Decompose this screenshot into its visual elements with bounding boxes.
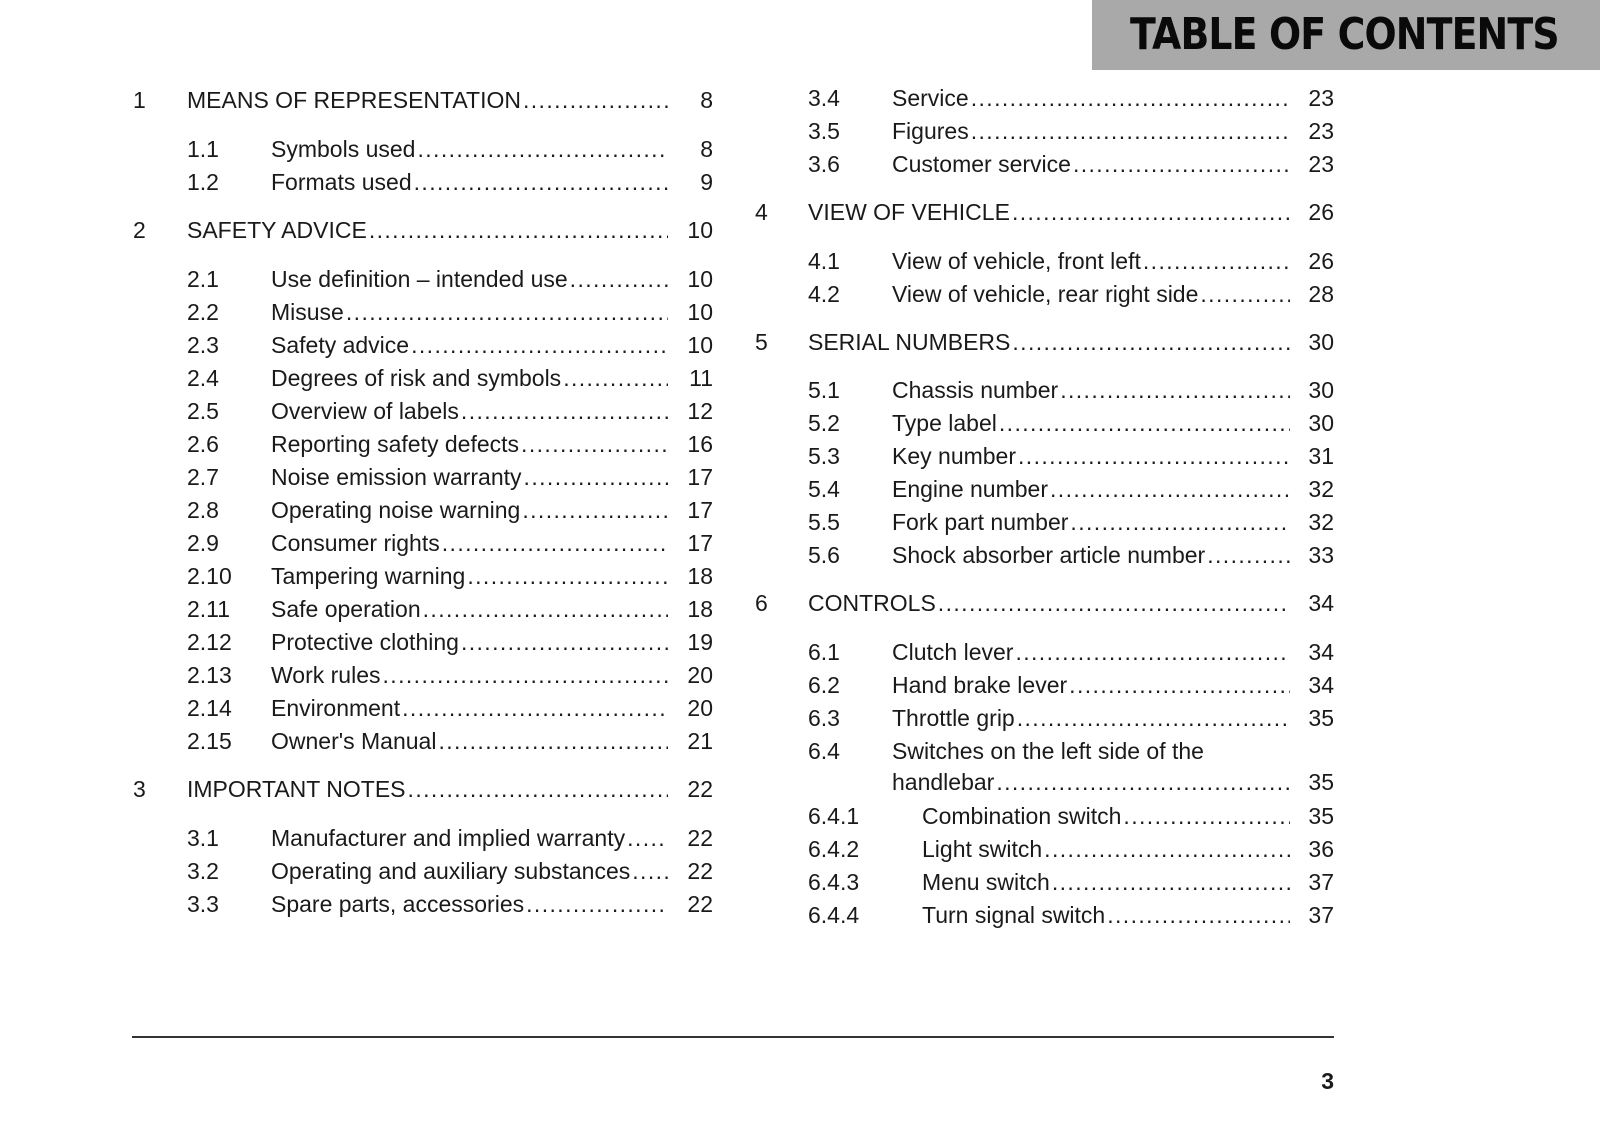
toc-page-number: 30 — [1308, 410, 1334, 436]
toc-entry-number: 2.2 — [187, 299, 219, 325]
toc-entry-title: Type label — [892, 410, 997, 436]
dot-leader — [570, 265, 668, 293]
toc-entry-title: Environment — [271, 695, 401, 721]
toc-page-number: 11 — [689, 365, 713, 391]
toc-chapter-entry[interactable] — [132, 86, 712, 116]
dot-leader — [414, 168, 668, 196]
toc-section-entry[interactable] — [752, 247, 1338, 277]
toc-page-number: 10 — [687, 299, 713, 325]
toc-chapter-entry[interactable] — [752, 198, 1338, 228]
toc-section-entry[interactable] — [132, 857, 712, 887]
toc-entry-title: Turn signal switch — [922, 902, 1106, 928]
toc-entry-title: Light switch — [922, 836, 1043, 862]
toc-section-entry[interactable] — [132, 890, 712, 920]
toc-section-entry[interactable] — [132, 727, 712, 757]
toc-entry-number: 2.7 — [187, 464, 219, 490]
toc-page-number: 37 — [1308, 902, 1334, 928]
toc-entry-title: Noise emission warranty — [271, 464, 522, 490]
toc-entry-title: Shock absorber article number — [892, 542, 1206, 568]
toc-page-number: 31 — [1308, 443, 1334, 469]
dot-leader — [971, 117, 1290, 145]
toc-page-number: 17 — [687, 530, 713, 556]
toc-entry-title: Reporting safety defects — [271, 431, 520, 457]
toc-entry-number: 6 — [755, 590, 768, 616]
toc-page-number: 22 — [687, 776, 713, 802]
toc-entry-title: Safety advice — [271, 332, 410, 358]
toc-section-entry[interactable] — [752, 638, 1338, 668]
dot-leader — [627, 824, 668, 852]
dot-leader — [1050, 475, 1290, 503]
toc-entry-title: Engine number — [892, 476, 1048, 502]
toc-entry-title: MEANS OF REPRESENTATION — [187, 87, 521, 113]
toc-entry-number: 1 — [133, 87, 146, 113]
toc-entry-title: Clutch lever — [892, 639, 1014, 665]
dot-leader — [408, 775, 668, 803]
toc-entry-number: 2.11 — [187, 596, 231, 622]
toc-page-number: 32 — [1308, 476, 1334, 502]
toc-chapter-entry[interactable] — [132, 775, 712, 805]
toc-section-entry[interactable] — [132, 496, 712, 526]
toc-page-number: 35 — [1308, 803, 1334, 829]
toc-entry-number: 4.1 — [808, 248, 840, 274]
toc-page-number: 9 — [700, 169, 713, 195]
toc-page-number: 32 — [1308, 509, 1334, 535]
toc-entry-title: Operating noise warning — [271, 497, 521, 523]
toc-page-number: 16 — [687, 431, 713, 457]
toc-section-entry[interactable] — [132, 331, 712, 361]
toc-page-number: 17 — [687, 497, 713, 523]
page-number: 3 — [1321, 1068, 1334, 1094]
toc-section-entry[interactable] — [752, 442, 1338, 472]
dot-leader — [369, 216, 668, 244]
toc-entry-number: 2.3 — [187, 332, 219, 358]
dot-leader — [999, 409, 1290, 437]
toc-section-entry[interactable] — [132, 265, 712, 295]
toc-entry-title: SERIAL NUMBERS — [808, 329, 1011, 355]
dot-leader — [442, 529, 668, 557]
toc-entry-number: 2 — [133, 217, 146, 243]
toc-section-entry[interactable] — [132, 463, 712, 493]
toc-entry-number: 3.4 — [808, 85, 840, 111]
toc-section-entry[interactable] — [132, 628, 712, 658]
toc-entry-title: View of vehicle, rear right side — [892, 281, 1199, 307]
dot-leader — [411, 331, 668, 359]
toc-entry-title: Manufacturer and implied warranty — [271, 825, 626, 851]
toc-section-entry[interactable] — [752, 117, 1338, 147]
toc-entry-title: Work rules — [271, 662, 381, 688]
dot-leader — [1073, 150, 1290, 178]
toc-entry-number: 6.4.3 — [808, 869, 860, 895]
toc-section-entry[interactable] — [752, 868, 1338, 898]
toc-section-entry[interactable] — [752, 541, 1338, 571]
toc-entry-title: Operating and auxiliary substances — [271, 858, 631, 884]
toc-entry-number: 6.2 — [808, 672, 840, 698]
dot-leader — [467, 562, 668, 590]
toc-entry-number: 5.1 — [808, 377, 840, 403]
toc-entry-number: 4 — [755, 199, 768, 225]
toc-entry-number: 5.5 — [808, 509, 840, 535]
toc-section-entry[interactable] — [752, 704, 1338, 734]
dot-leader — [632, 857, 668, 885]
dot-leader — [996, 768, 1290, 796]
toc-page-number: 10 — [687, 266, 713, 292]
toc-entry-title: Owner's Manual — [271, 728, 437, 754]
toc-entry-number: 2.13 — [187, 662, 232, 688]
toc-entry-number: 2.1 — [187, 266, 219, 292]
toc-page-number: 28 — [1308, 281, 1334, 307]
dot-leader — [1069, 671, 1290, 699]
toc-section-entry[interactable] — [752, 508, 1338, 538]
dot-leader — [1207, 541, 1290, 569]
toc-page-number: 33 — [1308, 542, 1334, 568]
toc-entry-title: Misuse — [271, 299, 344, 325]
toc-entry-title: Consumer rights — [271, 530, 440, 556]
toc-entry-number: 2.8 — [187, 497, 219, 523]
toc-entry-number: 3 — [133, 776, 146, 802]
toc-entry-title: Symbols used — [271, 136, 416, 162]
toc-entry-number: 6.3 — [808, 705, 840, 731]
toc-page-number: 30 — [1308, 377, 1334, 403]
toc-entry-number: 2.14 — [187, 695, 232, 721]
toc-entry-title: Hand brake lever — [892, 672, 1068, 698]
toc-entry-title: Tampering warning — [271, 563, 466, 589]
toc-entry-title: SAFETY ADVICE — [187, 217, 367, 243]
toc-entry-title: Overview of labels — [271, 398, 459, 424]
dot-leader — [522, 496, 668, 524]
toc-page-number: 22 — [687, 858, 713, 884]
toc-entry-number: 5.6 — [808, 542, 840, 568]
toc-section-entry[interactable] — [132, 529, 712, 559]
toc-section-entry[interactable] — [752, 671, 1338, 701]
toc-entry-number: 2.15 — [187, 728, 232, 754]
toc-section-entry[interactable] — [752, 280, 1338, 310]
toc-page-number: 18 — [687, 596, 713, 622]
toc-page-number: 21 — [687, 728, 713, 754]
toc-entry-title: Fork part number — [892, 509, 1069, 535]
dot-leader — [1017, 704, 1290, 732]
toc-section-entry[interactable] — [752, 150, 1338, 180]
dot-leader — [1044, 835, 1290, 863]
toc-section-entry[interactable] — [132, 824, 712, 854]
toc-entry-number: 6.4 — [808, 738, 840, 764]
toc-section-entry[interactable] — [132, 430, 712, 460]
dot-leader — [461, 397, 668, 425]
toc-page-number: 23 — [1308, 85, 1334, 111]
toc-entry-number: 6.4.4 — [808, 902, 860, 928]
toc-section-entry[interactable] — [132, 562, 712, 592]
toc-page-number: 10 — [687, 217, 713, 243]
toc-page-number: 35 — [1308, 769, 1334, 795]
toc-entry-title: VIEW OF VEHICLE — [808, 199, 1010, 225]
dot-leader — [1200, 280, 1290, 308]
toc-page-number: 26 — [1308, 199, 1334, 225]
dot-leader — [526, 890, 668, 918]
dot-leader — [523, 86, 668, 114]
dot-leader — [402, 694, 668, 722]
toc-page-number: 18 — [687, 563, 713, 589]
toc-page-number: 8 — [700, 87, 713, 113]
dot-leader — [1052, 868, 1290, 896]
toc-section-entry[interactable] — [132, 661, 712, 691]
toc-entry-title: Customer service — [892, 151, 1071, 177]
dot-leader — [1015, 638, 1290, 666]
toc-entry-number: 1.1 — [187, 136, 219, 162]
dot-leader — [1143, 247, 1290, 275]
toc-page-number: 20 — [687, 695, 713, 721]
toc-entry-title: handlebar — [892, 769, 995, 795]
toc-section-entry[interactable] — [132, 364, 712, 394]
toc-entry-number: 2.9 — [187, 530, 219, 556]
toc-entry-number: 1.2 — [187, 169, 219, 195]
toc-entry-number: 3.1 — [187, 825, 219, 851]
toc-entry-title: Degrees of risk and symbols — [271, 365, 562, 391]
toc-section-entry[interactable] — [752, 901, 1338, 931]
toc-page-number: 19 — [687, 629, 713, 655]
toc-section-entry[interactable] — [752, 835, 1338, 865]
toc-page-number: 22 — [687, 825, 713, 851]
toc-page-number: 37 — [1308, 869, 1334, 895]
toc-entry-number: 5.4 — [808, 476, 840, 502]
toc-section-entry[interactable] — [132, 135, 712, 165]
toc-entry-title: Protective clothing — [271, 629, 459, 655]
toc-entry-title: Use definition – intended use — [271, 266, 568, 292]
toc-page-number: 34 — [1308, 590, 1334, 616]
dot-leader — [938, 589, 1290, 617]
toc-page-number: 34 — [1308, 639, 1334, 665]
toc-page-number: 8 — [700, 136, 713, 162]
dot-leader — [417, 135, 668, 163]
toc-page-number: 17 — [687, 464, 713, 490]
toc-entry-number: 5 — [755, 329, 768, 355]
toc-entry-number: 5.2 — [808, 410, 840, 436]
toc-section-entry[interactable] — [752, 802, 1338, 832]
toc-entry-title: Formats used — [271, 169, 412, 195]
dot-leader — [1012, 328, 1290, 356]
toc-entry-number: 6.4.1 — [808, 803, 860, 829]
toc-section-entry[interactable] — [752, 768, 1338, 798]
toc-entry-title: Safe operation — [271, 596, 421, 622]
toc-entry-number: 2.12 — [187, 629, 232, 655]
toc-page-number: 20 — [687, 662, 713, 688]
dot-leader — [423, 595, 668, 623]
toc-entry-title: Service — [892, 85, 969, 111]
toc-section-entry[interactable] — [132, 168, 712, 198]
toc-entry-title: Spare parts, accessories — [271, 891, 525, 917]
toc-section-entry[interactable] — [752, 376, 1338, 406]
toc-entry-title: Chassis number — [892, 377, 1059, 403]
toc-page-number: 26 — [1308, 248, 1334, 274]
toc-entry-title: Switches on the left side of the — [892, 738, 1204, 764]
toc-page-number: 35 — [1308, 705, 1334, 731]
page-title: TABLE OF CONTENTS — [1130, 9, 1559, 60]
toc-entry-title: Menu switch — [922, 869, 1050, 895]
toc-section-entry[interactable] — [132, 397, 712, 427]
dot-leader — [971, 84, 1290, 112]
toc-entry-number: 2.10 — [187, 563, 232, 589]
toc-section-entry[interactable] — [132, 298, 712, 328]
dot-leader — [1018, 442, 1290, 470]
dot-leader — [346, 298, 668, 326]
toc-page-number: 23 — [1308, 151, 1334, 177]
toc-entry-number: 5.3 — [808, 443, 840, 469]
dot-leader — [563, 364, 668, 392]
toc-entry-number: 3.5 — [808, 118, 840, 144]
dot-leader — [1123, 802, 1290, 830]
toc-chapter-entry[interactable] — [752, 589, 1338, 619]
toc-page-number: 23 — [1308, 118, 1334, 144]
dot-leader — [438, 727, 668, 755]
toc-section-entry[interactable] — [752, 409, 1338, 439]
toc-entry-title: IMPORTANT NOTES — [187, 776, 406, 802]
toc-entry-number: 4.2 — [808, 281, 840, 307]
toc-entry-number: 3.6 — [808, 151, 840, 177]
toc-entry-number: 6.4.2 — [808, 836, 860, 862]
toc-page-number: 34 — [1308, 672, 1334, 698]
dot-leader — [461, 628, 668, 656]
toc-entry-title: Throttle grip — [892, 705, 1015, 731]
toc-section-entry[interactable] — [132, 694, 712, 724]
toc-section-entry[interactable] — [752, 737, 1338, 767]
toc-entry-title: Figures — [892, 118, 969, 144]
toc-entry-number: 6.1 — [808, 639, 840, 665]
dot-leader — [521, 430, 668, 458]
toc-title-banner — [1092, 0, 1600, 70]
toc-page-number: 12 — [687, 398, 713, 424]
toc-entry-title: View of vehicle, front left — [892, 248, 1141, 274]
toc-entry-title: CONTROLS — [808, 590, 936, 616]
footer-divider — [132, 1036, 1334, 1038]
toc-page-number: 10 — [687, 332, 713, 358]
dot-leader — [1060, 376, 1290, 404]
toc-entry-number: 2.5 — [187, 398, 219, 424]
toc-entry-number: 3.2 — [187, 858, 219, 884]
toc-entry-number: 3.3 — [187, 891, 219, 917]
dot-leader — [524, 463, 668, 491]
toc-entry-title: Combination switch — [922, 803, 1122, 829]
toc-entry-number: 2.6 — [187, 431, 219, 457]
toc-page-number: 22 — [687, 891, 713, 917]
toc-section-entry[interactable] — [132, 595, 712, 625]
toc-section-entry[interactable] — [752, 84, 1338, 114]
dot-leader — [383, 661, 669, 689]
toc-page-number: 36 — [1308, 836, 1334, 862]
toc-page-number: 30 — [1308, 329, 1334, 355]
toc-entry-title: Key number — [892, 443, 1017, 469]
dot-leader — [1070, 508, 1290, 536]
toc-section-entry[interactable] — [752, 475, 1338, 505]
toc-chapter-entry[interactable] — [132, 216, 712, 246]
toc-entry-number: 2.4 — [187, 365, 219, 391]
dot-leader — [1107, 901, 1290, 929]
dot-leader — [1012, 198, 1290, 226]
toc-chapter-entry[interactable] — [752, 328, 1338, 358]
